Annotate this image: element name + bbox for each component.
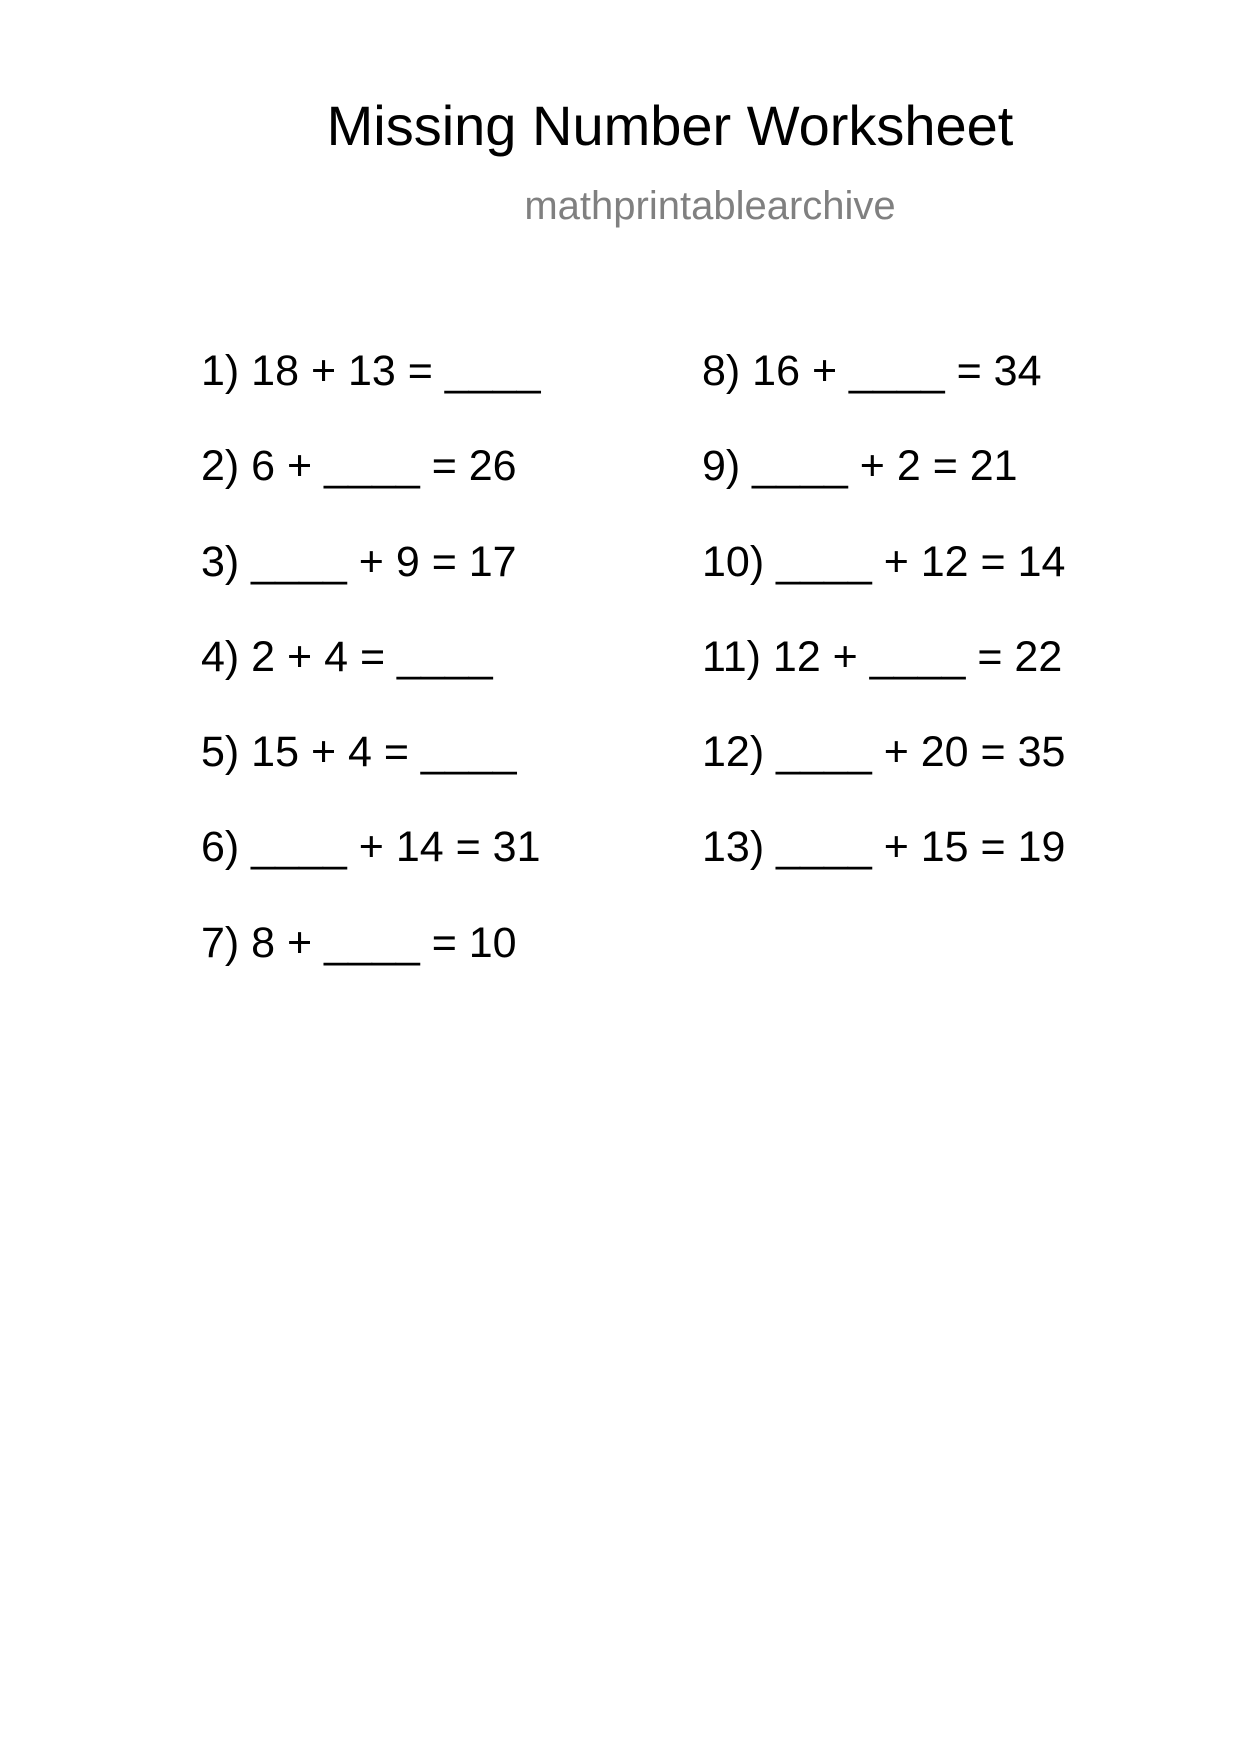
page-subtitle: mathprintablearchive: [524, 184, 896, 228]
problem-10: 10) ____ + 12 = 14: [702, 537, 1066, 586]
problems-left-column: [201, 347, 541, 1017]
problem-13: 13) ____ + 15 = 19: [702, 823, 1066, 872]
problem-7: 7) 8 + ____ = 10: [201, 918, 517, 967]
problem-5: 5) 15 + 4 = ____: [201, 728, 517, 777]
problems-right-column: [702, 347, 1066, 922]
problem-4: 4) 2 + 4 = ____: [201, 632, 493, 681]
problem-3: 3) ____ + 9 = 17: [201, 537, 517, 586]
problem-2: 2) 6 + ____ = 26: [201, 442, 517, 491]
page-title: Missing Number Worksheet: [326, 94, 1014, 157]
problem-11: 11) 12 + ____ = 22: [702, 632, 1063, 681]
problem-8: 8) 16 + ____ = 34: [702, 347, 1042, 395]
problem-9: 9) ____ + 2 = 21: [702, 442, 1018, 491]
problem-6: 6) ____ + 14 = 31: [201, 823, 541, 872]
problem-12: 12) ____ + 20 = 35: [702, 728, 1066, 777]
problem-1: 1) 18 + 13 = ____: [201, 347, 541, 395]
